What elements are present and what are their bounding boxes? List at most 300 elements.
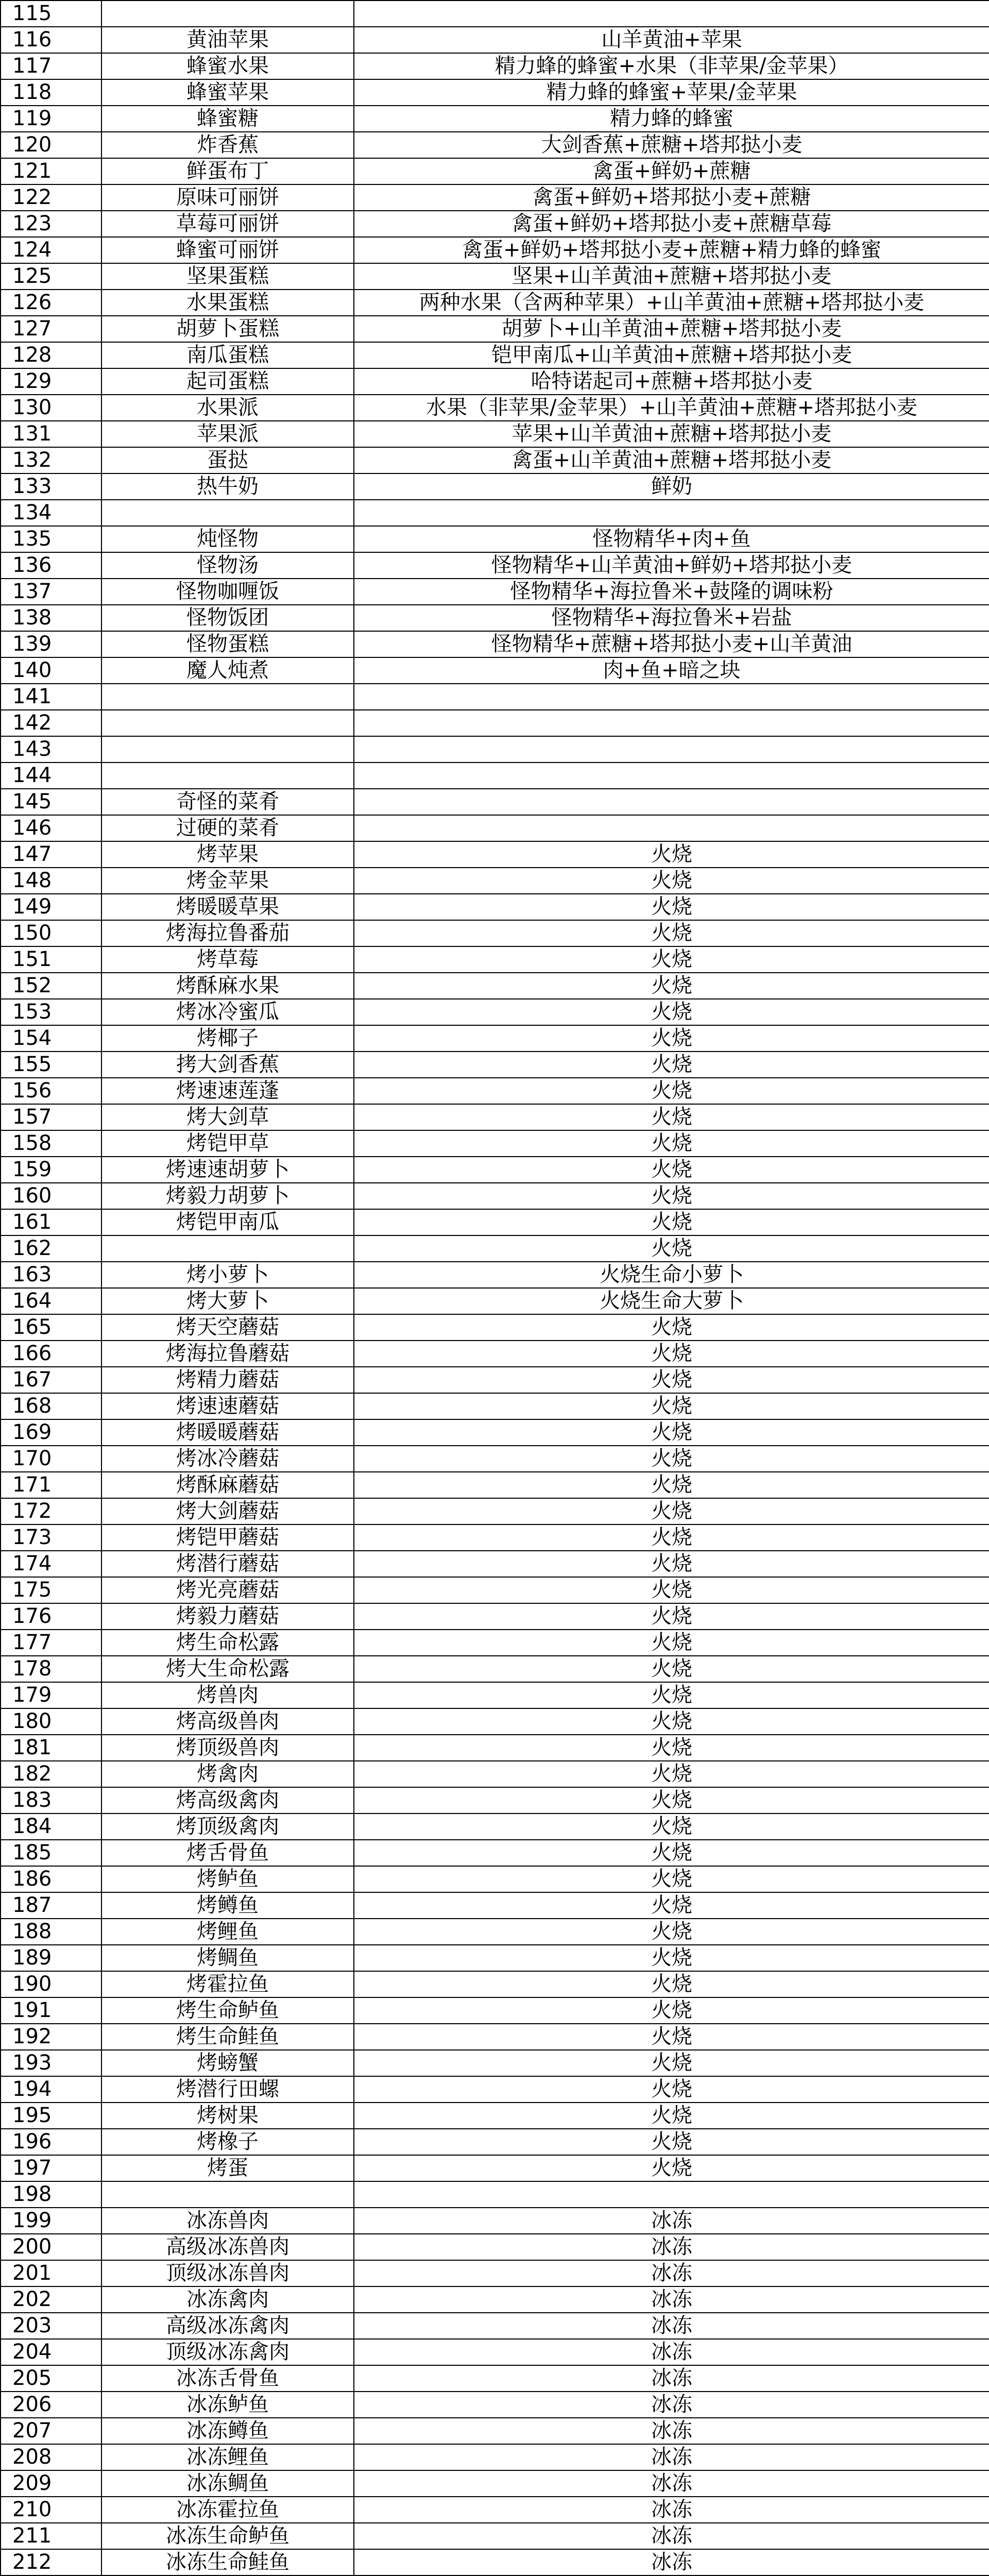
row-number-cell: 173 <box>1 1524 101 1551</box>
ingredients-cell: 火烧 <box>354 1945 989 1971</box>
dish-name-cell: 烤大剑蘑菇 <box>101 1498 354 1524</box>
table-body <box>1 1 989 2576</box>
table-row <box>1 1078 989 1104</box>
table-row <box>1 1840 989 1866</box>
table-row <box>1 1892 989 1919</box>
row-number-cell: 184 <box>1 1814 101 1840</box>
ingredients-cell: 火烧 <box>354 1577 989 1603</box>
ingredients-cell: 精力蜂的蜂蜜+苹果/金苹果 <box>354 79 989 106</box>
ingredients-cell: 火烧 <box>354 1498 989 1524</box>
dish-name-cell: 南瓜蛋糕 <box>101 342 354 368</box>
table-row <box>1 1025 989 1052</box>
row-number-cell: 181 <box>1 1735 101 1761</box>
table-row <box>1 1971 989 1997</box>
row-number-cell: 187 <box>1 1892 101 1919</box>
dish-name-cell: 烤大萝卜 <box>101 1288 354 1314</box>
ingredients-cell: 苹果+山羊黄油+蔗糖+塔邦挞小麦 <box>354 421 989 447</box>
table-row <box>1 946 989 973</box>
row-number-cell: 199 <box>1 2208 101 2234</box>
ingredients-cell: 火烧 <box>354 2050 989 2076</box>
row-number-cell: 180 <box>1 1708 101 1735</box>
ingredients-cell: 禽蛋+鲜奶+塔邦挞小麦+蔗糖 <box>354 184 989 211</box>
table-row <box>1 1209 989 1235</box>
table-row <box>1 263 989 290</box>
dish-name-cell: 烤橡子 <box>101 2129 354 2155</box>
table-row <box>1 2208 989 2234</box>
table-row <box>1 237 989 263</box>
dish-name-cell: 烤鳟鱼 <box>101 1892 354 1919</box>
table-row <box>1 27 989 53</box>
table-row <box>1 2392 989 2418</box>
table-row <box>1 2549 989 2575</box>
row-number-cell: 195 <box>1 2103 101 2129</box>
row-number-cell: 193 <box>1 2050 101 2076</box>
dish-name-cell: 怪物饭团 <box>101 605 354 631</box>
row-number-cell: 176 <box>1 1603 101 1630</box>
ingredients-cell: 火烧 <box>354 1603 989 1630</box>
table-row <box>1 2313 989 2339</box>
row-number-cell: 143 <box>1 736 101 762</box>
dish-name-cell: 烤天空蘑菇 <box>101 1314 354 1341</box>
dish-name-cell: 蜂蜜苹果 <box>101 79 354 106</box>
row-number-cell: 154 <box>1 1025 101 1052</box>
dish-name-cell <box>101 684 354 710</box>
dish-name-cell: 水果蛋糕 <box>101 290 354 316</box>
table-row <box>1 815 989 841</box>
ingredients-cell: 火烧 <box>354 1708 989 1735</box>
dish-name-cell: 烤速速蘑菇 <box>101 1393 354 1419</box>
dish-name-cell: 过硬的菜肴 <box>101 815 354 841</box>
row-number-cell: 122 <box>1 184 101 211</box>
ingredients-cell: 冰冻 <box>354 2208 989 2234</box>
dish-name-cell: 魔人炖煮 <box>101 657 354 684</box>
ingredients-cell: 火烧 <box>354 1682 989 1708</box>
dish-name-cell: 蜂蜜糖 <box>101 106 354 132</box>
row-number-cell: 165 <box>1 1314 101 1341</box>
table-row <box>1 2234 989 2260</box>
row-number-cell: 131 <box>1 421 101 447</box>
dish-name-cell <box>101 762 354 789</box>
row-number-cell: 200 <box>1 2234 101 2260</box>
row-number-cell: 211 <box>1 2523 101 2549</box>
table-row <box>1 1603 989 1630</box>
table-row <box>1 2339 989 2365</box>
row-number-cell: 186 <box>1 1866 101 1892</box>
table-row <box>1 1919 989 1945</box>
ingredients-cell: 火烧 <box>354 1814 989 1840</box>
ingredients-cell: 火烧 <box>354 1130 989 1157</box>
dish-name-cell: 烤金苹果 <box>101 868 354 894</box>
row-number-cell: 157 <box>1 1104 101 1130</box>
row-number-cell: 145 <box>1 789 101 815</box>
ingredients-cell: 山羊黄油+苹果 <box>354 27 989 53</box>
ingredients-cell: 禽蛋+鲜奶+塔邦挞小麦+蔗糖草莓 <box>354 211 989 237</box>
ingredients-cell: 铠甲南瓜+山羊黄油+蔗糖+塔邦挞小麦 <box>354 342 989 368</box>
row-number-cell: 121 <box>1 158 101 184</box>
dish-name-cell: 烤铠甲草 <box>101 1130 354 1157</box>
ingredients-cell: 怪物精华+海拉鲁米+岩盐 <box>354 605 989 631</box>
row-number-cell: 182 <box>1 1761 101 1787</box>
ingredients-cell: 冰冻 <box>354 2286 989 2313</box>
row-number-cell: 175 <box>1 1577 101 1603</box>
table-row <box>1 657 989 684</box>
ingredients-cell: 哈特诺起司+蔗糖+塔邦挞小麦 <box>354 368 989 395</box>
table-row <box>1 447 989 473</box>
dish-name-cell <box>101 2181 354 2208</box>
row-number-cell: 197 <box>1 2155 101 2181</box>
dish-name-cell: 蜂蜜可丽饼 <box>101 237 354 263</box>
ingredients-cell <box>354 815 989 841</box>
dish-name-cell: 烤潜行田螺 <box>101 2076 354 2103</box>
row-number-cell: 169 <box>1 1419 101 1446</box>
dish-name-cell: 烤潜行蘑菇 <box>101 1551 354 1577</box>
dish-name-cell: 烤生命鲑鱼 <box>101 2024 354 2050</box>
row-number-cell: 206 <box>1 2392 101 2418</box>
ingredients-cell: 火烧 <box>354 1393 989 1419</box>
row-number-cell: 152 <box>1 973 101 999</box>
dish-name-cell: 炖怪物 <box>101 526 354 552</box>
ingredients-cell: 冰冻 <box>354 2497 989 2523</box>
row-number-cell: 127 <box>1 316 101 342</box>
row-number-cell: 117 <box>1 53 101 79</box>
table-row <box>1 1814 989 1840</box>
row-number-cell: 166 <box>1 1341 101 1367</box>
dish-name-cell: 烤草莓 <box>101 946 354 973</box>
ingredients-cell: 禽蛋+鲜奶+塔邦挞小麦+蔗糖+精力蜂的蜂蜜 <box>354 237 989 263</box>
ingredients-cell <box>354 500 989 526</box>
dish-name-cell: 草莓可丽饼 <box>101 211 354 237</box>
row-number-cell: 128 <box>1 342 101 368</box>
table-row <box>1 999 989 1025</box>
ingredients-cell: 怪物精华+蔗糖+塔邦挞小麦+山羊黄油 <box>354 631 989 657</box>
row-number-cell: 153 <box>1 999 101 1025</box>
row-number-cell: 168 <box>1 1393 101 1419</box>
ingredients-cell: 火烧 <box>354 1104 989 1130</box>
ingredients-cell: 坚果+山羊黄油+蔗糖+塔邦挞小麦 <box>354 263 989 290</box>
table-row <box>1 421 989 447</box>
table-row <box>1 1524 989 1551</box>
dish-name-cell: 烤顶级禽肉 <box>101 1814 354 1840</box>
dish-name-cell: 顶级冰冻禽肉 <box>101 2339 354 2365</box>
dish-name-cell: 烤光亮蘑菇 <box>101 1577 354 1603</box>
row-number-cell: 194 <box>1 2076 101 2103</box>
dish-name-cell: 烤精力蘑菇 <box>101 1367 354 1393</box>
table-row <box>1 2076 989 2103</box>
table-row <box>1 158 989 184</box>
ingredients-cell: 精力蜂的蜂蜜+水果（非苹果/金苹果） <box>354 53 989 79</box>
ingredients-cell <box>354 1 989 27</box>
table-row <box>1 1262 989 1288</box>
ingredients-cell: 冰冻 <box>354 2365 989 2392</box>
dish-name-cell: 冰冻霍拉鱼 <box>101 2497 354 2523</box>
dish-name-cell: 蛋挞 <box>101 447 354 473</box>
ingredients-cell <box>354 2181 989 2208</box>
ingredients-cell: 冰冻 <box>354 2313 989 2339</box>
dish-name-cell: 烤大生命松露 <box>101 1656 354 1682</box>
row-number-cell: 191 <box>1 1997 101 2024</box>
ingredients-cell: 火烧 <box>354 2129 989 2155</box>
ingredients-cell: 火烧 <box>354 1183 989 1209</box>
table-row <box>1 1945 989 1971</box>
ingredients-cell: 火烧生命大萝卜 <box>354 1288 989 1314</box>
dish-name-cell: 水果派 <box>101 395 354 421</box>
dish-name-cell: 烤高级兽肉 <box>101 1708 354 1735</box>
dish-name-cell: 胡萝卜蛋糕 <box>101 316 354 342</box>
table-row <box>1 1 989 27</box>
dish-name-cell: 烤树果 <box>101 2103 354 2129</box>
ingredients-cell: 火烧 <box>354 2024 989 2050</box>
row-number-cell: 205 <box>1 2365 101 2392</box>
row-number-cell: 133 <box>1 473 101 500</box>
row-number-cell: 183 <box>1 1787 101 1814</box>
dish-name-cell: 烤大剑草 <box>101 1104 354 1130</box>
row-number-cell: 138 <box>1 605 101 631</box>
table-row <box>1 1341 989 1367</box>
table-row <box>1 1787 989 1814</box>
table-row <box>1 1761 989 1787</box>
table-row <box>1 1472 989 1498</box>
ingredients-cell: 冰冻 <box>354 2549 989 2575</box>
ingredients-cell: 冰冻 <box>354 2392 989 2418</box>
ingredients-cell: 火烧 <box>354 841 989 868</box>
table-row <box>1 1235 989 1262</box>
dish-name-cell: 烤顶级兽肉 <box>101 1735 354 1761</box>
dish-name-cell: 烤鲈鱼 <box>101 1866 354 1892</box>
ingredients-cell: 火烧 <box>354 1367 989 1393</box>
ingredients-cell: 火烧 <box>354 999 989 1025</box>
row-number-cell: 170 <box>1 1446 101 1472</box>
table-row <box>1 1104 989 1130</box>
ingredients-cell: 火烧 <box>354 2155 989 2181</box>
table-row <box>1 316 989 342</box>
dish-name-cell: 热牛奶 <box>101 473 354 500</box>
table-row <box>1 710 989 736</box>
dish-name-cell: 高级冰冻禽肉 <box>101 2313 354 2339</box>
table-row <box>1 1630 989 1656</box>
ingredients-cell: 火烧 <box>354 920 989 946</box>
table-row <box>1 473 989 500</box>
ingredients-cell: 火烧 <box>354 1840 989 1866</box>
row-number-cell: 172 <box>1 1498 101 1524</box>
ingredients-cell: 火烧 <box>354 1866 989 1892</box>
ingredients-cell: 火烧 <box>354 1419 989 1446</box>
table-row <box>1 500 989 526</box>
row-number-cell: 209 <box>1 2470 101 2497</box>
ingredients-cell: 鲜奶 <box>354 473 989 500</box>
dish-name-cell: 冰冻鲷鱼 <box>101 2470 354 2497</box>
dish-name-cell: 高级冰冻兽肉 <box>101 2234 354 2260</box>
ingredients-cell: 火烧 <box>354 1157 989 1183</box>
ingredients-cell: 肉+鱼+暗之块 <box>354 657 989 684</box>
dish-name-cell: 鲜蛋布丁 <box>101 158 354 184</box>
ingredients-cell: 水果（非苹果/金苹果）+山羊黄油+蔗糖+塔邦挞小麦 <box>354 395 989 421</box>
table-row <box>1 1551 989 1577</box>
dish-name-cell: 烤酥麻水果 <box>101 973 354 999</box>
row-number-cell: 159 <box>1 1157 101 1183</box>
table-row <box>1 1866 989 1892</box>
table-row <box>1 368 989 395</box>
table-row <box>1 2155 989 2181</box>
dish-name-cell: 苹果派 <box>101 421 354 447</box>
row-number-cell: 150 <box>1 920 101 946</box>
ingredients-cell: 胡萝卜+山羊黄油+蔗糖+塔邦挞小麦 <box>354 316 989 342</box>
dish-name-cell: 冰冻鳟鱼 <box>101 2418 354 2444</box>
dish-name-cell: 原味可丽饼 <box>101 184 354 211</box>
ingredients-cell: 火烧 <box>354 1472 989 1498</box>
ingredients-cell: 怪物精华+海拉鲁米+鼓隆的调味粉 <box>354 579 989 605</box>
ingredients-cell: 火烧 <box>354 1656 989 1682</box>
row-number-cell: 151 <box>1 946 101 973</box>
ingredients-cell: 冰冻 <box>354 2523 989 2549</box>
dish-name-cell: 冰冻鲤鱼 <box>101 2444 354 2470</box>
row-number-cell: 144 <box>1 762 101 789</box>
dish-name-cell: 烤霍拉鱼 <box>101 1971 354 1997</box>
row-number-cell: 177 <box>1 1630 101 1656</box>
row-number-cell: 135 <box>1 526 101 552</box>
table-row <box>1 1577 989 1603</box>
row-number-cell: 147 <box>1 841 101 868</box>
table-row <box>1 2129 989 2155</box>
ingredients-cell <box>354 710 989 736</box>
row-number-cell: 132 <box>1 447 101 473</box>
dish-name-cell: 烤椰子 <box>101 1025 354 1052</box>
table-row <box>1 2260 989 2286</box>
table-row <box>1 920 989 946</box>
table-row <box>1 526 989 552</box>
row-number-cell: 139 <box>1 631 101 657</box>
dish-name-cell: 烤铠甲南瓜 <box>101 1209 354 1235</box>
table-row <box>1 2365 989 2392</box>
row-number-cell: 161 <box>1 1209 101 1235</box>
ingredients-cell: 火烧 <box>354 1524 989 1551</box>
row-number-cell: 118 <box>1 79 101 106</box>
row-number-cell: 178 <box>1 1656 101 1682</box>
table-row <box>1 342 989 368</box>
table-row <box>1 1393 989 1419</box>
table-row <box>1 1288 989 1314</box>
dish-name-cell: 烤海拉鲁番茄 <box>101 920 354 946</box>
dish-name-cell: 烤毅力蘑菇 <box>101 1603 354 1630</box>
table-row <box>1 684 989 710</box>
ingredients-cell: 禽蛋+鲜奶+蔗糖 <box>354 158 989 184</box>
row-number-cell: 136 <box>1 552 101 579</box>
ingredients-cell: 火烧 <box>354 868 989 894</box>
ingredients-cell: 大剑香蕉+蔗糖+塔邦挞小麦 <box>354 132 989 158</box>
table-row <box>1 762 989 789</box>
dish-name-cell <box>101 1 354 27</box>
row-number-cell: 119 <box>1 106 101 132</box>
dish-name-cell: 烤禽肉 <box>101 1761 354 1787</box>
row-number-cell: 148 <box>1 868 101 894</box>
ingredients-cell: 火烧 <box>354 973 989 999</box>
row-number-cell: 207 <box>1 2418 101 2444</box>
table-row <box>1 841 989 868</box>
dish-name-cell: 烤苹果 <box>101 841 354 868</box>
ingredients-cell: 火烧生命小萝卜 <box>354 1262 989 1288</box>
dish-name-cell: 烤速速莲蓬 <box>101 1078 354 1104</box>
ingredients-cell: 冰冻 <box>354 2339 989 2365</box>
row-number-cell: 179 <box>1 1682 101 1708</box>
row-number-cell: 116 <box>1 27 101 53</box>
dish-name-cell: 起司蛋糕 <box>101 368 354 395</box>
row-number-cell: 146 <box>1 815 101 841</box>
table-row <box>1 2181 989 2208</box>
table-row <box>1 106 989 132</box>
table-row <box>1 2444 989 2470</box>
dish-name-cell: 奇怪的菜肴 <box>101 789 354 815</box>
row-number-cell: 203 <box>1 2313 101 2339</box>
dish-name-cell: 烤毅力胡萝卜 <box>101 1183 354 1209</box>
table-row <box>1 552 989 579</box>
row-number-cell: 141 <box>1 684 101 710</box>
table-row <box>1 1130 989 1157</box>
dish-name-cell <box>101 500 354 526</box>
dish-name-cell <box>101 1235 354 1262</box>
row-number-cell: 140 <box>1 657 101 684</box>
table-row <box>1 1708 989 1735</box>
row-number-cell: 137 <box>1 579 101 605</box>
ingredients-cell: 两种水果（含两种苹果）+山羊黄油+蔗糖+塔邦挞小麦 <box>354 290 989 316</box>
dish-name-cell <box>101 710 354 736</box>
dish-name-cell: 烤鲷鱼 <box>101 1945 354 1971</box>
row-number-cell: 142 <box>1 710 101 736</box>
table-row <box>1 1157 989 1183</box>
table-row <box>1 2497 989 2523</box>
table-row <box>1 579 989 605</box>
dish-name-cell: 冰冻兽肉 <box>101 2208 354 2234</box>
ingredients-cell: 怪物精华+肉+鱼 <box>354 526 989 552</box>
ingredients-cell: 火烧 <box>354 1446 989 1472</box>
ingredients-cell: 火烧 <box>354 1052 989 1078</box>
row-number-cell: 149 <box>1 894 101 920</box>
ingredients-cell: 火烧 <box>354 2103 989 2129</box>
dish-name-cell: 烤暖暖草果 <box>101 894 354 920</box>
ingredients-cell: 禽蛋+山羊黄油+蔗糖+塔邦挞小麦 <box>354 447 989 473</box>
row-number-cell: 212 <box>1 2549 101 2575</box>
dish-name-cell: 烤铠甲蘑菇 <box>101 1524 354 1551</box>
table-row <box>1 605 989 631</box>
table-row <box>1 894 989 920</box>
dish-name-cell: 烤冰冷蜜瓜 <box>101 999 354 1025</box>
row-number-cell: 204 <box>1 2339 101 2365</box>
row-number-cell: 190 <box>1 1971 101 1997</box>
dish-name-cell: 烤暖暖蘑菇 <box>101 1419 354 1446</box>
row-number-cell: 171 <box>1 1472 101 1498</box>
dish-name-cell: 烤生命鲈鱼 <box>101 1997 354 2024</box>
table-row <box>1 2286 989 2313</box>
row-number-cell: 192 <box>1 2024 101 2050</box>
ingredients-cell <box>354 789 989 815</box>
ingredients-cell: 冰冻 <box>354 2234 989 2260</box>
dish-name-cell: 烤生命松露 <box>101 1630 354 1656</box>
ingredients-cell <box>354 762 989 789</box>
dish-name-cell: 黄油苹果 <box>101 27 354 53</box>
dish-name-cell: 冰冻生命鲑鱼 <box>101 2549 354 2575</box>
row-number-cell: 158 <box>1 1130 101 1157</box>
row-number-cell: 130 <box>1 395 101 421</box>
table-row <box>1 1052 989 1078</box>
table-row <box>1 1997 989 2024</box>
row-number-cell: 196 <box>1 2129 101 2155</box>
ingredients-cell: 精力蜂的蜂蜜 <box>354 106 989 132</box>
table-row <box>1 789 989 815</box>
dish-name-cell: 冰冻舌骨鱼 <box>101 2365 354 2392</box>
dish-name-cell: 烤螃蟹 <box>101 2050 354 2076</box>
table-row <box>1 1314 989 1341</box>
table-row <box>1 631 989 657</box>
dish-name-cell: 怪物咖喱饭 <box>101 579 354 605</box>
table-row <box>1 79 989 106</box>
